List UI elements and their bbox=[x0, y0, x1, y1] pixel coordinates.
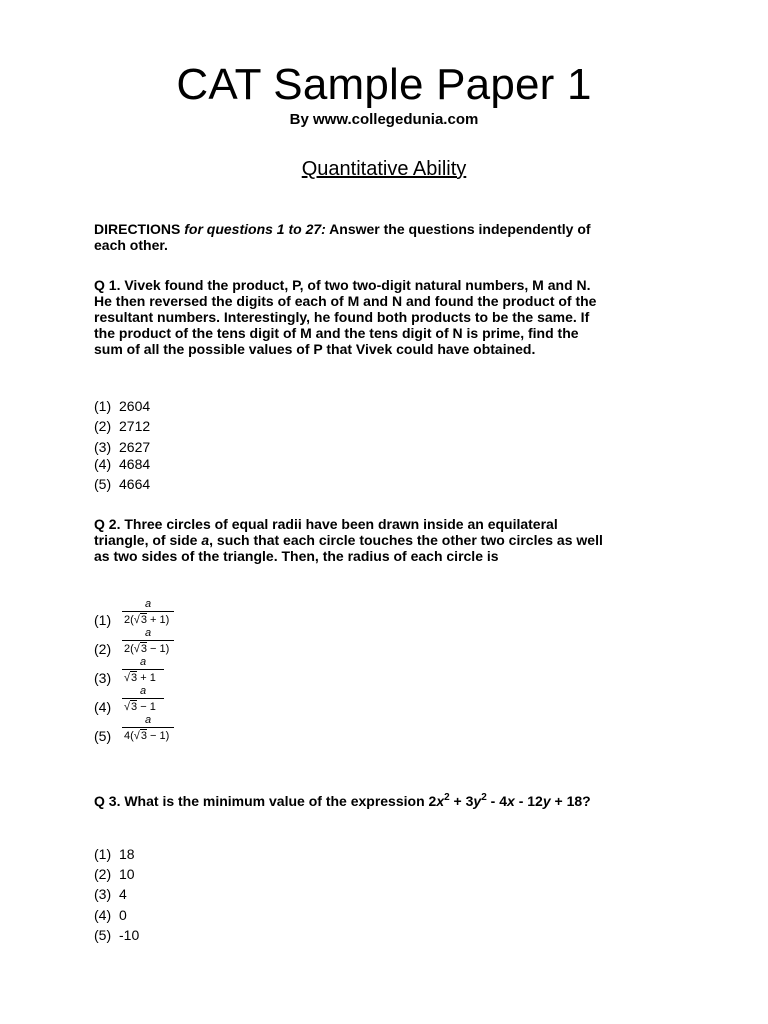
q1-option-3 bbox=[94, 439, 150, 455]
radicand: 3 bbox=[131, 672, 138, 684]
question-3-text bbox=[94, 790, 604, 809]
option-number: (2) bbox=[94, 641, 112, 657]
option-number: (3) bbox=[94, 886, 112, 902]
fraction-bar bbox=[122, 640, 174, 641]
q2-text-part: , such that each circle touches the other two circles as well as two sides of the triangle. Then, the radius of each circle is bbox=[94, 532, 603, 564]
fraction-bar bbox=[122, 611, 174, 612]
option-number: (1) bbox=[94, 398, 112, 414]
q3-option-4 bbox=[94, 907, 127, 923]
q3-option-2 bbox=[94, 866, 135, 882]
fraction bbox=[122, 714, 174, 742]
option-value: 4 bbox=[119, 886, 127, 902]
option-value: 2604 bbox=[119, 398, 151, 414]
option-value: -10 bbox=[119, 927, 140, 943]
q1-option-2 bbox=[94, 418, 150, 434]
numerator: a bbox=[139, 656, 147, 668]
radicand: 3 bbox=[140, 614, 147, 626]
numerator: a bbox=[144, 627, 152, 639]
directions-rest: Answer the questions independently of each other. bbox=[94, 221, 591, 253]
option-value: 10 bbox=[119, 866, 135, 882]
option-number: (5) bbox=[94, 927, 112, 943]
numerator: a bbox=[144, 598, 152, 610]
fraction bbox=[122, 598, 174, 626]
byline: By www.collegedunia.com bbox=[289, 111, 479, 128]
denominator: √3 − 1 bbox=[124, 701, 156, 713]
option-number: (1) bbox=[94, 612, 112, 628]
radicand: 3 bbox=[140, 643, 147, 655]
option-number: (2) bbox=[94, 418, 112, 434]
q1-option-4 bbox=[94, 456, 150, 472]
q3-variable-y: y bbox=[473, 793, 482, 809]
q3-variable-y: y bbox=[542, 793, 551, 809]
option-value: 4684 bbox=[119, 456, 151, 472]
denominator: 2(√3 − 1) bbox=[124, 643, 170, 655]
option-value: 0 bbox=[119, 907, 127, 923]
option-value: 4664 bbox=[119, 476, 151, 492]
option-number: (1) bbox=[94, 846, 112, 862]
option-value: 18 bbox=[119, 846, 135, 862]
q1-option-5 bbox=[94, 476, 150, 492]
fraction bbox=[122, 656, 164, 684]
q3-text-part: - 4 bbox=[486, 793, 508, 809]
numerator: a bbox=[144, 714, 152, 726]
q1-option-1 bbox=[94, 398, 150, 414]
option-number: (2) bbox=[94, 866, 112, 882]
denominator: 2(√3 + 1) bbox=[124, 614, 170, 626]
option-value: 2712 bbox=[119, 418, 151, 434]
question-2-text bbox=[94, 516, 609, 564]
directions-lead: DIRECTIONS bbox=[94, 221, 185, 237]
q3-option-5 bbox=[94, 927, 139, 943]
radicand: 3 bbox=[140, 730, 147, 742]
q3-exponent: 2 bbox=[444, 792, 450, 803]
fraction-bar bbox=[122, 698, 164, 699]
option-number: (3) bbox=[94, 670, 112, 686]
section-heading: Quantitative Ability bbox=[301, 158, 467, 180]
q2-variable: a bbox=[201, 532, 210, 548]
fraction bbox=[122, 685, 164, 713]
q3-text-part: + 18? bbox=[550, 793, 591, 809]
q3-text-part: + 3 bbox=[449, 793, 474, 809]
option-number: (4) bbox=[94, 907, 112, 923]
q3-text-part: Q 3. What is the minimum value of the expression 2 bbox=[94, 793, 437, 809]
option-number: (4) bbox=[94, 699, 112, 715]
directions-paragraph bbox=[94, 221, 614, 253]
fraction-bar bbox=[122, 669, 164, 670]
option-number: (5) bbox=[94, 728, 112, 744]
q3-variable-x: x bbox=[436, 793, 445, 809]
radicand: 3 bbox=[131, 701, 138, 713]
page-title: CAT Sample Paper 1 bbox=[176, 60, 592, 109]
q3-exponent: 2 bbox=[481, 792, 487, 803]
q3-variable-x: x bbox=[507, 793, 515, 809]
option-number: (5) bbox=[94, 476, 112, 492]
denominator: 4(√3 − 1) bbox=[124, 730, 170, 742]
option-number: (3) bbox=[94, 439, 112, 455]
q3-option-1 bbox=[94, 846, 135, 862]
directions-range: for questions 1 to 27: bbox=[184, 221, 326, 237]
q3-text-part: - 12 bbox=[514, 793, 543, 809]
q3-option-3 bbox=[94, 886, 127, 902]
numerator: a bbox=[139, 685, 147, 697]
option-number: (4) bbox=[94, 456, 112, 472]
fraction-bar bbox=[122, 727, 174, 728]
option-value: 2627 bbox=[119, 439, 151, 455]
denominator: √3 + 1 bbox=[124, 672, 156, 684]
fraction bbox=[122, 627, 174, 655]
question-1-text: Q 1. Vivek found the product, P, of two two-digit natural numbers, M and N. He then reversed the digits of each of M and N and found the product of the resultant numbers. Interestingly, he found both products to be the same. If the product of the tens digit of M and the tens digit of N is prime, find the sum of all the possible values of P that Vivek could have obtained. bbox=[94, 277, 597, 357]
q2-text-part: Q 2. Three circles of equal radii have been drawn inside an equilateral triangle, of side bbox=[94, 516, 558, 548]
